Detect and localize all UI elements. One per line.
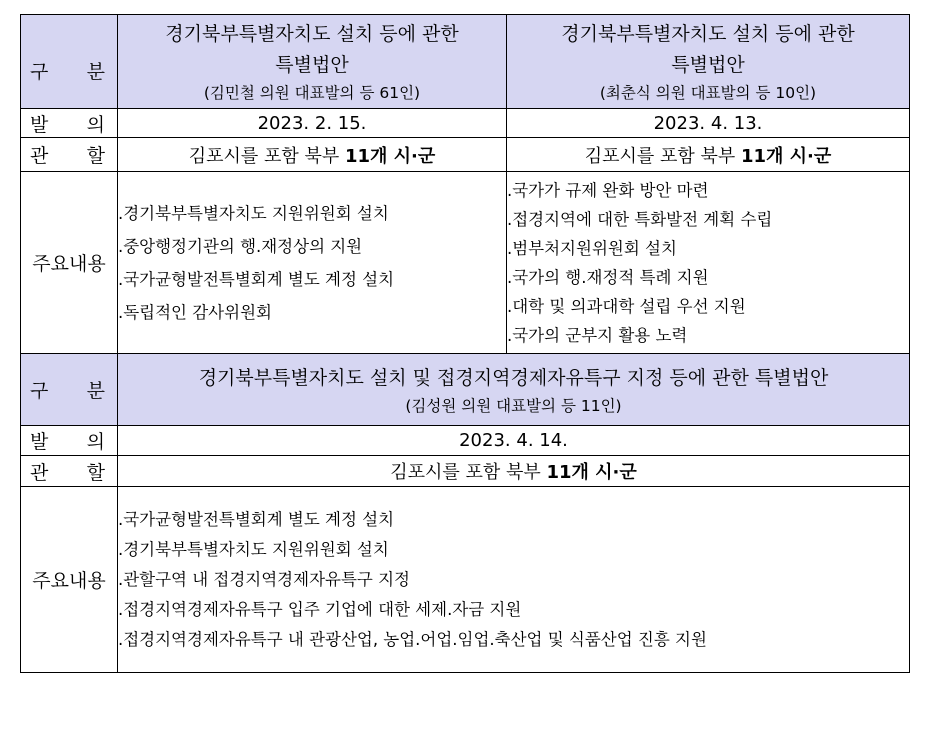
bill2-item: .국가의 행.재정적 특례 지원 [507, 267, 709, 287]
bill3-jurisdiction-bold: 11개 시·군 [546, 462, 637, 483]
bill3-jurisdiction-text: 김포시를 포함 북부 [390, 462, 547, 483]
header-row-1 [21, 15, 910, 109]
gubun-label-2 [21, 354, 118, 426]
bari-char-2: 의 [86, 431, 105, 453]
gubun-char-1: 구 [30, 380, 49, 402]
bill1-jurisdiction-text: 김포시를 포함 북부 [188, 145, 345, 167]
content-row-1 [21, 172, 910, 354]
gubun-char-2: 분 [86, 61, 105, 83]
jurisdiction-row-1 [21, 138, 910, 172]
bill2-jurisdiction-bold: 11개 시·군 [740, 145, 832, 167]
bill2-item: .대학 및 의과대학 설립 우선 지원 [507, 296, 746, 316]
bill3-item: .국가균형발전특별회계 별도 계정 설치 [118, 509, 395, 529]
bill2-jurisdiction-text: 김포시를 포함 북부 [584, 145, 741, 167]
bill2-title-cell [507, 15, 910, 109]
bill1-title-line1: 경기북부특별자치도 설치 등에 관한 [165, 22, 459, 45]
bill3-content [118, 487, 910, 673]
gwan-label [21, 138, 118, 172]
content-row-2 [21, 487, 910, 673]
bari-label [21, 109, 118, 138]
bill3-item: .접경지역경제자유특구 내 관광산업, 농업.어업.임업.축산업 및 식품산업 진흥 지원 [118, 629, 707, 649]
bill2-item: .국가가 규제 완화 방안 마련 [507, 180, 709, 200]
bill1-jurisdiction-bold: 11개 시·군 [344, 145, 436, 167]
gubun-char-1: 구 [30, 61, 49, 83]
gwan-char-2: 할 [86, 145, 105, 167]
bill1-date: 2023. 2. 15. [118, 109, 507, 138]
bill1-item: .독립적인 감사위원회 [118, 302, 272, 322]
bill1-content [118, 172, 507, 354]
bill3-item: .접경지역경제자유특구 입주 기업에 대한 세제.자금 지원 [118, 599, 522, 619]
gubun-char-2: 분 [86, 380, 105, 402]
bill2-sponsor: (최춘식 의원 대표발의 등 10인) [599, 83, 817, 102]
main-content-label-2: 주요내용 [21, 487, 118, 673]
bill1-item: .경기북부특별자치도 지원위원회 설치 [118, 203, 389, 223]
gwan-char-1: 관 [30, 461, 49, 484]
bill2-title-line2: 특별법안 [671, 53, 745, 76]
bill1-title-line2: 특별법안 [275, 53, 349, 76]
bill1-jurisdiction [118, 138, 507, 172]
date-row-1 [21, 109, 910, 138]
bill1-title-cell [118, 15, 507, 109]
bill3-item: .경기북부특별자치도 지원위원회 설치 [118, 539, 389, 559]
gwan-char-2: 할 [86, 461, 105, 484]
bill3-jurisdiction [118, 456, 910, 487]
gwan-label-2 [21, 456, 118, 487]
bill2-jurisdiction [507, 138, 910, 172]
main-content-label: 주요내용 [21, 172, 118, 354]
bill1-item: .중앙행정기관의 행.재정상의 지원 [118, 236, 363, 256]
bill3-date: 2023. 4. 14. [118, 426, 910, 456]
bill1-item: .국가균형발전특별회계 별도 계정 설치 [118, 269, 395, 289]
bari-label-2 [21, 426, 118, 456]
bill-comparison-table [20, 14, 910, 673]
bill2-item: .범부처지원위원회 설치 [507, 238, 677, 258]
bill2-title-line1: 경기북부특별자치도 설치 등에 관한 [561, 22, 855, 45]
date-row-2 [21, 426, 910, 456]
bari-char-1: 발 [30, 113, 49, 136]
bill2-content [507, 172, 910, 354]
jurisdiction-row-2 [21, 456, 910, 487]
bill2-item: .국가의 군부지 활용 노력 [507, 325, 688, 345]
bill1-sponsor: (김민철 의원 대표발의 등 61인) [203, 83, 421, 102]
header-row-2 [21, 354, 910, 426]
bill3-title: 경기북부특별자치도 설치 및 접경지역경제자유특구 지정 등에 관한 특별법안 [198, 366, 829, 389]
bari-char-1: 발 [30, 431, 49, 453]
gwan-char-1: 관 [30, 145, 49, 167]
bill3-title-cell [118, 354, 910, 426]
bill2-date: 2023. 4. 13. [507, 109, 910, 138]
bill3-sponsor: (김성원 의원 대표발의 등 11인) [405, 396, 622, 415]
bill3-item: .관할구역 내 접경지역경제자유특구 지정 [118, 569, 410, 589]
gubun-label [21, 15, 118, 109]
bill2-item: .접경지역에 대한 특화발전 계획 수립 [507, 209, 773, 229]
bari-char-2: 의 [86, 113, 105, 136]
